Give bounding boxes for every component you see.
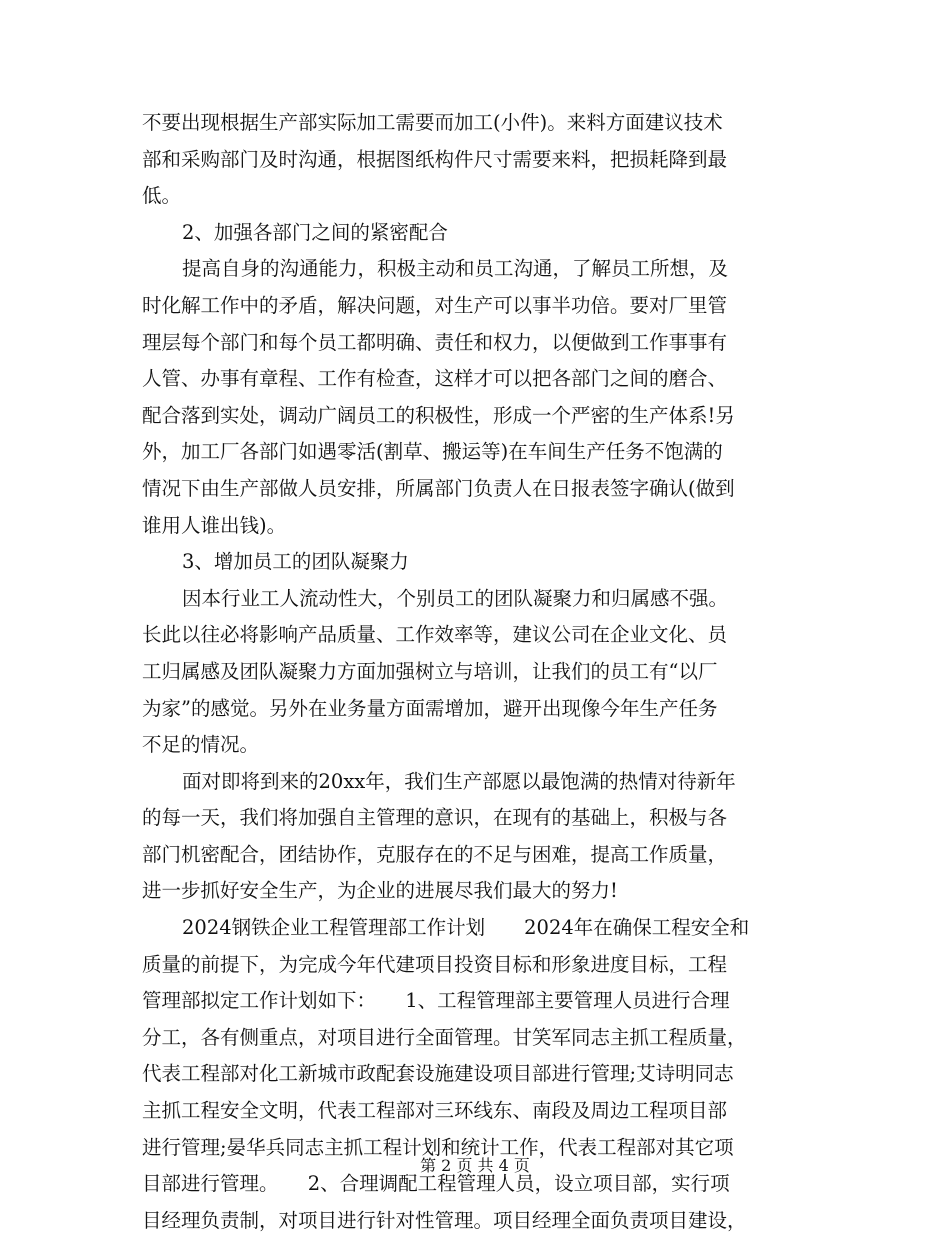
text-line: 目部进行管理。 2、合理调配工程管理人员，设立项目部，实行项	[142, 1172, 730, 1196]
text-line: 理层每个部门和每个员工都明确、责任和权力，以便做到工作事事有	[142, 330, 728, 354]
section-heading: 2、加强各部门之间的紧密配合	[182, 220, 448, 244]
text-line: 代表工程部对化工新城市政配套设施建设项目部进行管理;艾诗明同志	[142, 1062, 734, 1086]
text-line: 因本行业工人流动性大，个别员工的团队凝聚力和归属感不强。	[182, 586, 729, 610]
text-line: 管理部拟定工作计划如下： 1、工程管理部主要管理人员进行合理	[142, 989, 730, 1013]
text-line: 面对即将到来的20xx年，我们生产部愿以最饱满的热情对待新年	[182, 769, 736, 793]
body-text	[142, 105, 810, 1239]
text-line: 2024钢铁企业工程管理部工作计划 2024年在确保工程安全和	[182, 916, 750, 940]
text-line: 主抓工程安全文明，代表工程部对三环线东、南段及周边工程项目部	[142, 1099, 728, 1123]
text-line: 工归属感及团队凝聚力方面加强树立与培训，让我们的员工有“以厂	[142, 659, 718, 683]
text-line: 配合落到实处，调动广阔员工的积极性，形成一个严密的生产体系!另	[142, 403, 735, 427]
text-line: 部和采购部门及时沟通，根据图纸构件尺寸需要来料，把损耗降到最	[142, 147, 728, 171]
page-number-footer: 第 2 页 共 4 页	[420, 1156, 530, 1175]
text-line: 进行管理;晏华兵同志主抓工程计划和统计工作，代表工程部对其它项	[142, 1135, 734, 1159]
text-line: 低。	[142, 184, 182, 208]
text-line: 谁用人谁出钱)。	[142, 513, 287, 537]
text-line: 人管、办事有章程、工作有检查，这样才可以把各部门之间的磨合、	[142, 367, 728, 391]
text-line: 外，加工厂各部门如遇零活(割草、搬运等)在车间生产任务不饱满的	[142, 440, 723, 464]
text-line: 时化解工作中的矛盾，解决问题，对生产可以事半功倍。要对厂里管	[142, 293, 728, 317]
text-line: 不足的情况。	[142, 733, 260, 757]
text-line: 进一步抓好安全生产，为企业的进展尽我们最大的努力!	[142, 879, 618, 903]
text-line: 提高自身的沟通能力，积极主动和员工沟通，了解员工所想，及	[182, 257, 729, 281]
text-line: 部门机密配合，团结协作，克服存在的不足与困难，提高工作质量，	[142, 842, 728, 866]
text-line: 情况下由生产部做人员安排，所属部门负责人在日报表签字确认(做到	[142, 476, 735, 500]
section-heading: 3、增加员工的团队凝聚力	[182, 550, 409, 574]
text-line: 为家”的感觉。另外在业务量方面需增加，避开出现像今年生产任务	[142, 696, 718, 720]
text-line: 不要出现根据生产部实际加工需要而加工(小件)。来料方面建议技术	[142, 111, 723, 134]
text-line: 分工，各有侧重点，对项目进行全面管理。甘笑军同志主抓工程质量，	[142, 1025, 747, 1049]
text-line: 长此以往必将影响产品质量、工作效率等，建议公司在企业文化、员	[142, 623, 728, 647]
text-line: 目经理负责制，对项目进行针对性管理。项目经理全面负责项目建设，	[142, 1208, 747, 1232]
text-line: 的每一天，我们将加强自主管理的意识，在现有的基础上，积极与各	[142, 806, 728, 830]
text-line: 质量的前提下，为完成今年代建项目投资目标和形象进度目标，工程	[142, 952, 728, 976]
